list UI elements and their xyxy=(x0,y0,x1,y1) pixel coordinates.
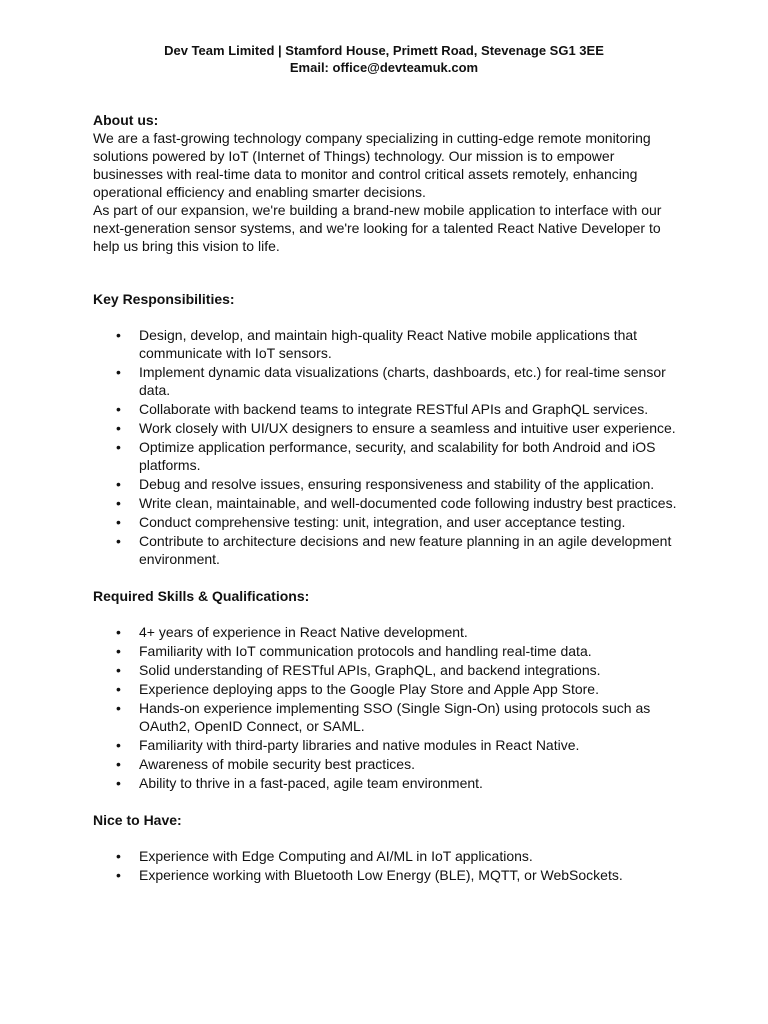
about-paragraph-1: We are a fast-growing technology company specializing in cutting-edge remote monitoring solutions powered by IoT (Internet of Things) technology. Our mission is to empower businesses with real-time data to monitor and control critical assets remotely, enhancing operational efficiency and enabling smarter decisions. xyxy=(93,130,651,200)
list-item: • Work closely with UI/UX designers to ensure a seamless and intuitive user experience. xyxy=(116,420,676,436)
bullet-icon: • xyxy=(116,624,121,640)
bullet-icon: • xyxy=(116,756,121,772)
list-item: • Write clean, maintainable, and well-documented code following industry best practices. xyxy=(116,495,677,511)
bullet-icon: • xyxy=(116,867,121,883)
list-item: • Debug and resolve issues, ensuring responsiveness and stability of the application. xyxy=(116,476,655,492)
responsibilities-title: Key Responsibilities: xyxy=(93,291,235,307)
list-item: • Implement dynamic data visualizations (charts, dashboards, etc.) for real-time sensor data. xyxy=(116,364,666,398)
skills-title: Required Skills & Qualifications: xyxy=(93,588,310,604)
spacer xyxy=(93,569,683,587)
bullet-icon: • xyxy=(116,737,121,753)
responsibilities-list xyxy=(93,326,683,568)
spacer xyxy=(93,255,683,290)
company-header xyxy=(0,42,768,76)
bullet-icon: • xyxy=(116,495,121,511)
skills-section xyxy=(93,587,683,792)
list-item: • Familiarity with IoT communication protocols and handling real-time data. xyxy=(116,643,592,659)
bullet-icon: • xyxy=(116,662,121,678)
bullet-icon: • xyxy=(116,439,121,455)
list-item: • Familiarity with third-party libraries and native modules in React Native. xyxy=(116,737,580,753)
skills-list xyxy=(93,623,683,792)
job-description xyxy=(93,111,683,885)
list-item: • Design, develop, and maintain high-quality React Native mobile applications that communicate with IoT sensors. xyxy=(116,327,638,361)
bullet-icon: • xyxy=(116,514,121,530)
spacer xyxy=(93,793,683,811)
list-item: • Solid understanding of RESTful APIs, GraphQL, and backend integrations. xyxy=(116,662,601,678)
company-address: Dev Team Limited | Stamford House, Primett Road, Stevenage SG1 3EE xyxy=(164,43,604,58)
bullet-icon: • xyxy=(116,848,121,864)
list-item: • 4+ years of experience in React Native development. xyxy=(116,624,468,640)
list-item: • Experience with Edge Computing and AI/ML in IoT applications. xyxy=(116,848,533,864)
bullet-icon: • xyxy=(116,476,121,492)
list-item: • Collaborate with backend teams to integrate RESTful APIs and GraphQL services. xyxy=(116,401,649,417)
list-item: • Optimize application performance, security, and scalability for both Android and iOS platforms. xyxy=(116,439,656,473)
list-item: • Awareness of mobile security best practices. xyxy=(116,756,415,772)
responsibilities-section xyxy=(93,290,683,568)
about-paragraph-2: As part of our expansion, we're building a brand-new mobile application to interface with our next-generation sensor systems, and we're looking for a talented React Native Developer to help us bring this vision to life. xyxy=(93,202,662,254)
list-item: • Hands-on experience implementing SSO (Single Sign-On) using protocols such as OAuth2, OpenID Connect, or SAML. xyxy=(116,700,651,734)
bullet-icon: • xyxy=(116,775,121,791)
list-item: • Conduct comprehensive testing: unit, integration, and user acceptance testing. xyxy=(116,514,626,530)
bullet-icon: • xyxy=(116,364,121,380)
nice-to-have-section xyxy=(93,811,683,884)
list-item: • Contribute to architecture decisions and new feature planning in an agile development environment. xyxy=(116,533,672,567)
bullet-icon: • xyxy=(116,401,121,417)
list-item: • Experience working with Bluetooth Low Energy (BLE), MQTT, or WebSockets. xyxy=(116,867,623,883)
bullet-icon: • xyxy=(116,643,121,659)
bullet-icon: • xyxy=(116,327,121,343)
bullet-icon: • xyxy=(116,533,121,549)
bullet-icon: • xyxy=(116,700,121,716)
nice-to-have-list xyxy=(93,847,683,884)
bullet-icon: • xyxy=(116,681,121,697)
list-item: • Experience deploying apps to the Google Play Store and Apple App Store. xyxy=(116,681,599,697)
company-email: Email: office@devteamuk.com xyxy=(289,60,479,75)
about-title: About us: xyxy=(93,112,159,128)
about-section xyxy=(93,111,683,255)
nice-to-have-title: Nice to Have: xyxy=(93,812,182,828)
bullet-icon: • xyxy=(116,420,121,436)
list-item: • Ability to thrive in a fast-paced, agile team environment. xyxy=(116,775,483,791)
